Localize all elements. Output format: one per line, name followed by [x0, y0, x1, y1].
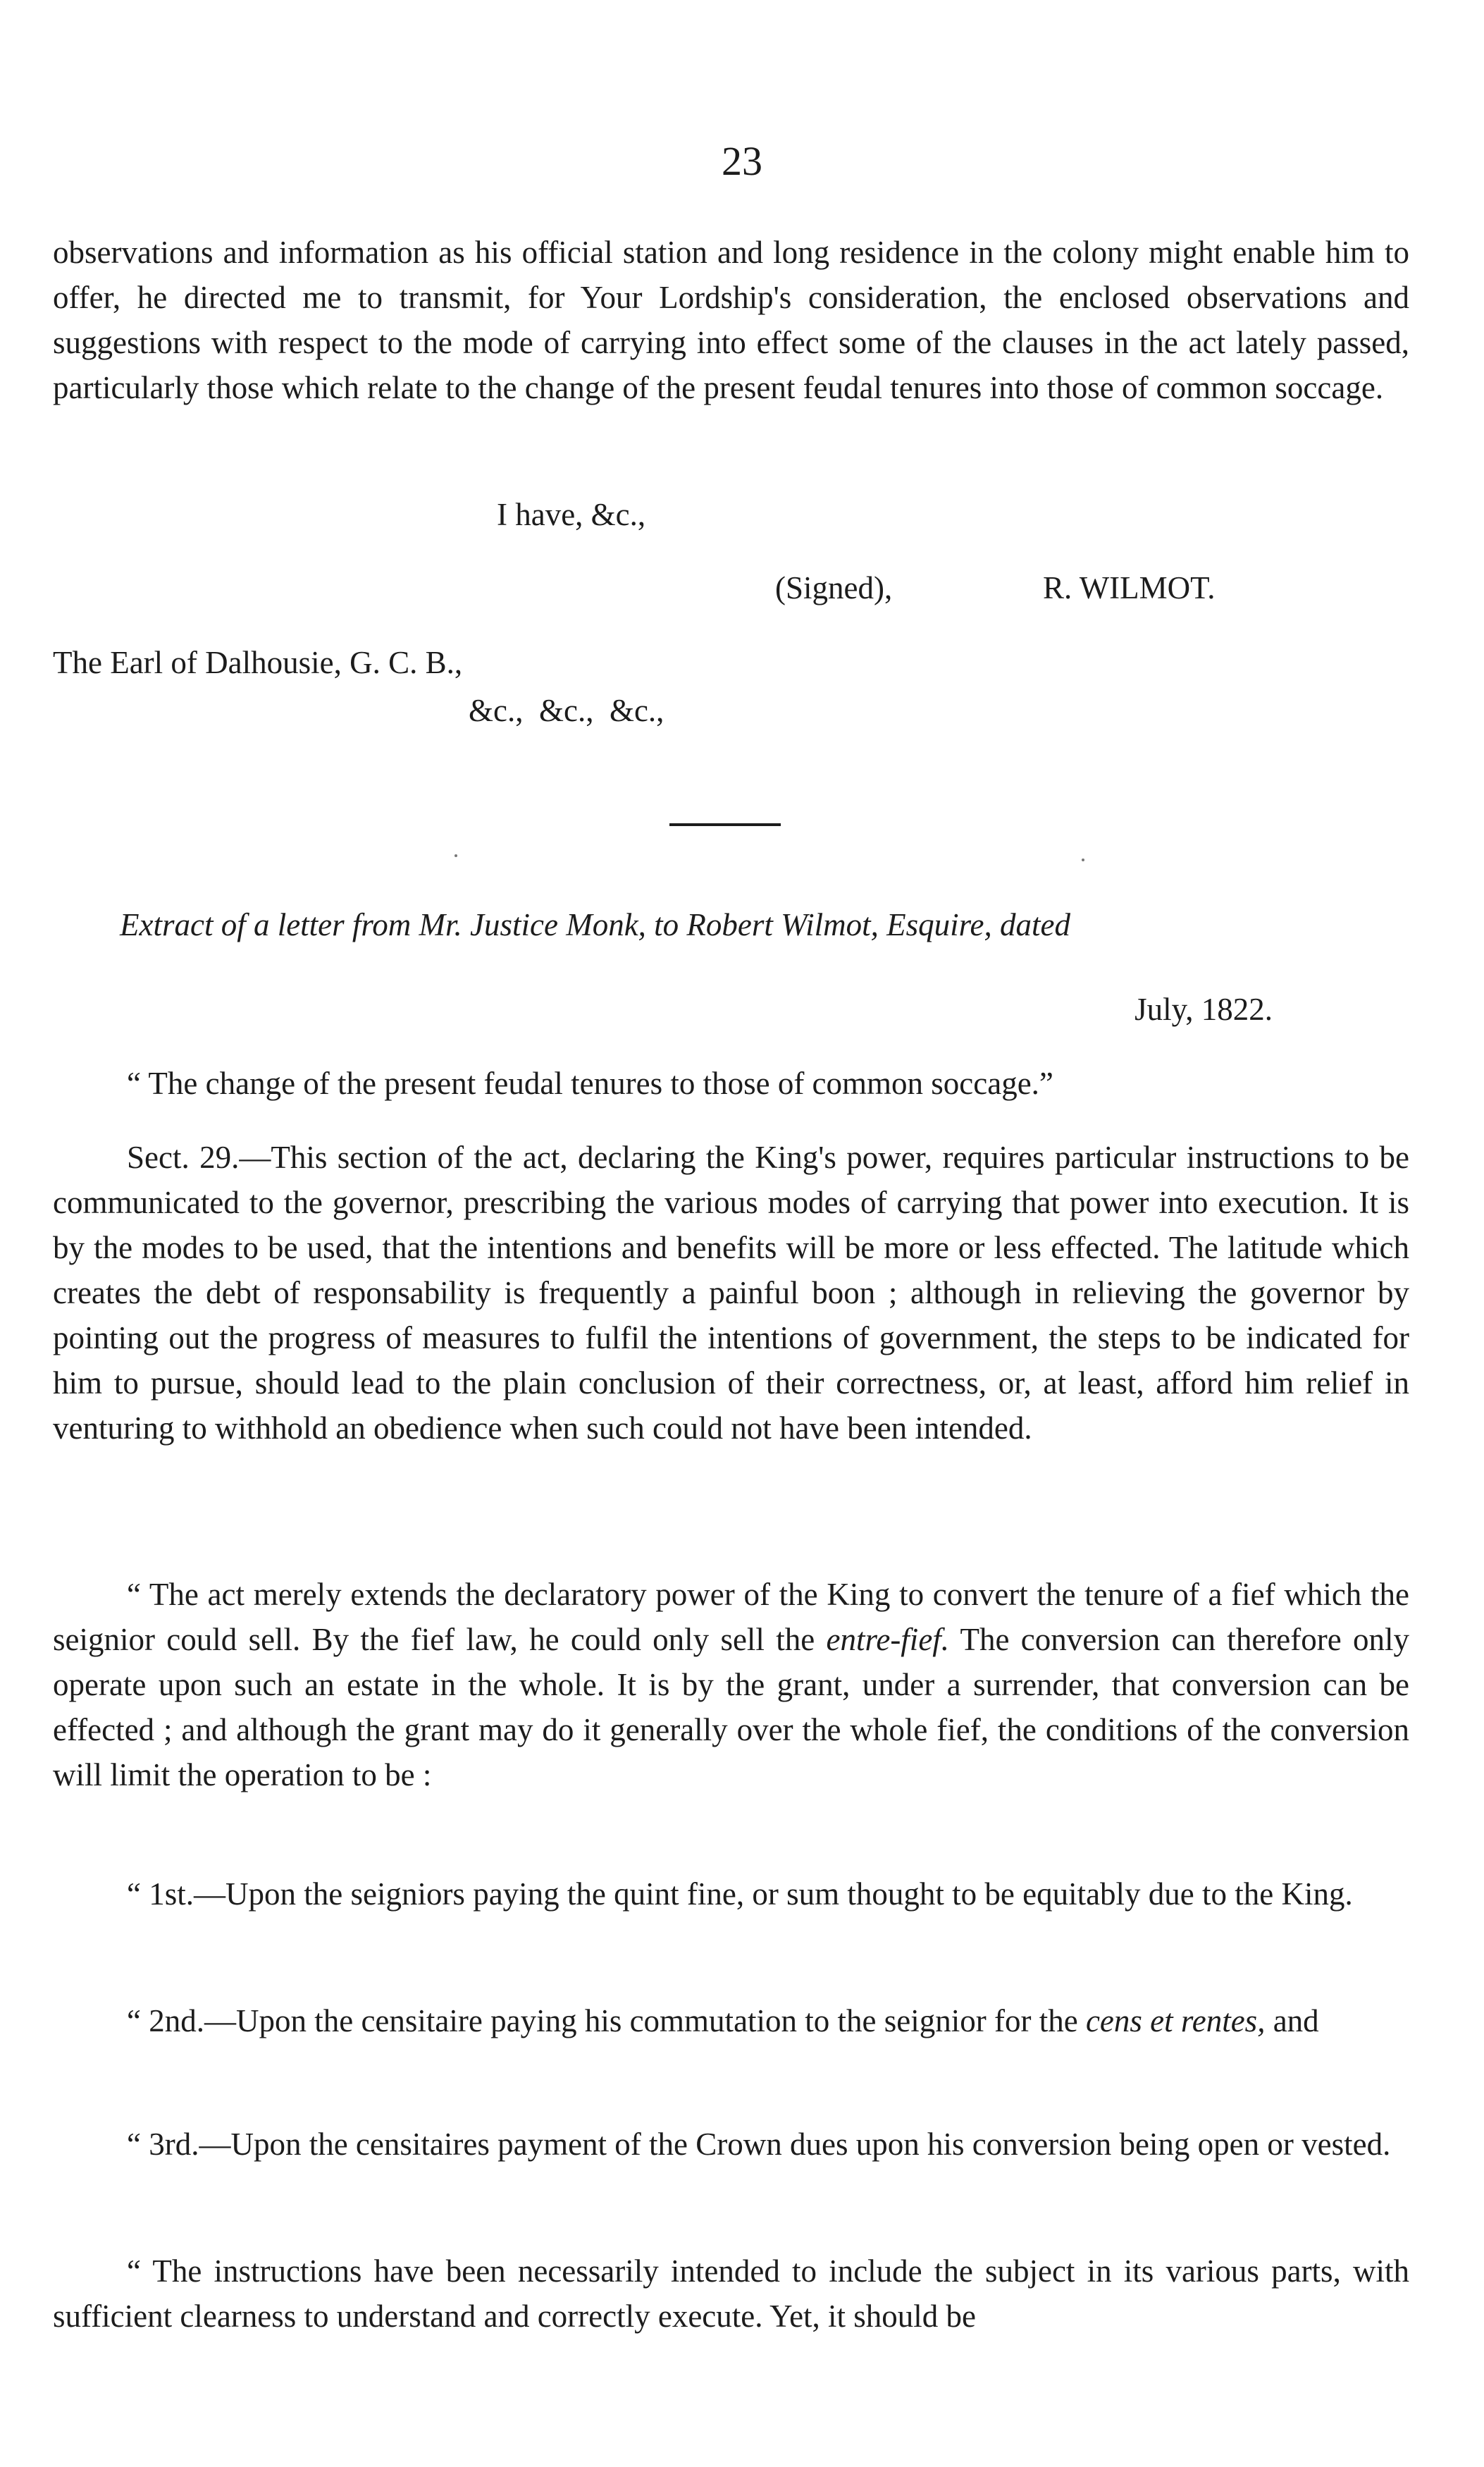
addressee-line-1: The Earl of Dalhousie, G. C. B., [53, 645, 463, 680]
letter-body: observations and information as his official station and long residence in the colony might enable him to offer, he directed me to transmit, for Your Lordship's consideration, the enclosed observations and suggestions with respect to the mode of carrying into effect some of the clauses in the act lately passed, particularly those which relate to the change of the present feudal tenures into those of common soccage. [53, 235, 1409, 405]
act-paragraph-text-continued: The conversion can therefore only operate upon such an estate in the whole. It is by the grant, under a surrender, that conversion can be effected ; and although the grant may do it generally over the whole fief, the conditions of the conversion will limit the operation to be : [53, 1622, 1409, 1792]
section-29-paragraph: Sect. 29.—This section of the act, declaring the King's power, requires particular instructions to be communicated to the governor, prescribing the various modes of carrying that power into execution. It is by the modes to be used, that the intentions and benefits will be more or less effected. The latitude which creates the debt of responsability is frequently a painful boon ; although in relieving the governor by pointing out the progress of measures to fulfil the intentions of government, the steps to be indicated for him to pursue, should lead to the plain conclusion of their correctness, or, at least, afford him relief in venturing to withhold an obedience when such could not have been intended. [53, 1140, 1409, 1446]
signature: R. WILMOT. [1043, 570, 1216, 605]
entre-fief-term: entre-fief. [826, 1622, 950, 1657]
instructions-paragraph: “ The instructions have been necessarily intended to include the subject in its various parts, with sufficient clearness to understand and correctly execute. Yet, it should be [53, 2253, 1409, 2334]
condition-item-2 [53, 1998, 1409, 2043]
print-speck [455, 854, 457, 857]
addressee-line-2: &c., &c., &c., [469, 693, 664, 728]
act-paragraph [53, 1572, 1409, 1797]
extract-date: July, 1822. [1134, 992, 1273, 1027]
extract-heading: Extract of a letter from Mr. Justice Monk, to Robert Wilmot, Esquire, dated [120, 907, 1070, 942]
page-number: 23 [722, 138, 762, 184]
print-speck [1082, 859, 1084, 861]
signed-label: (Signed), [775, 570, 893, 605]
quoted-subject: “ The change of the present feudal tenures to those of common soccage.” [127, 1066, 1053, 1101]
cens-et-rentes-term: cens et rentes, [1085, 2003, 1266, 2038]
condition-item-2-text: “ 2nd.—Upon the censitaire paying his commutation to the seignior for the [127, 2003, 1086, 2038]
condition-item-3: “ 3rd.—Upon the censitaires payment of the Crown dues upon his conversion being open or vested. [127, 2127, 1391, 2162]
letter-closing: I have, &c., [497, 497, 646, 532]
section-divider [669, 823, 781, 826]
condition-item-2-text-end: and [1265, 2003, 1319, 2038]
condition-item-1: “ 1st.—Upon the seigniors paying the quint fine, or sum thought to be equitably due to the King. [127, 1876, 1353, 1912]
act-paragraph-text: “ The act merely extends the declaratory power of the King to convert the tenure of a fief which the seignior could sell. By the fief law, he could only sell the [53, 1577, 1409, 1657]
